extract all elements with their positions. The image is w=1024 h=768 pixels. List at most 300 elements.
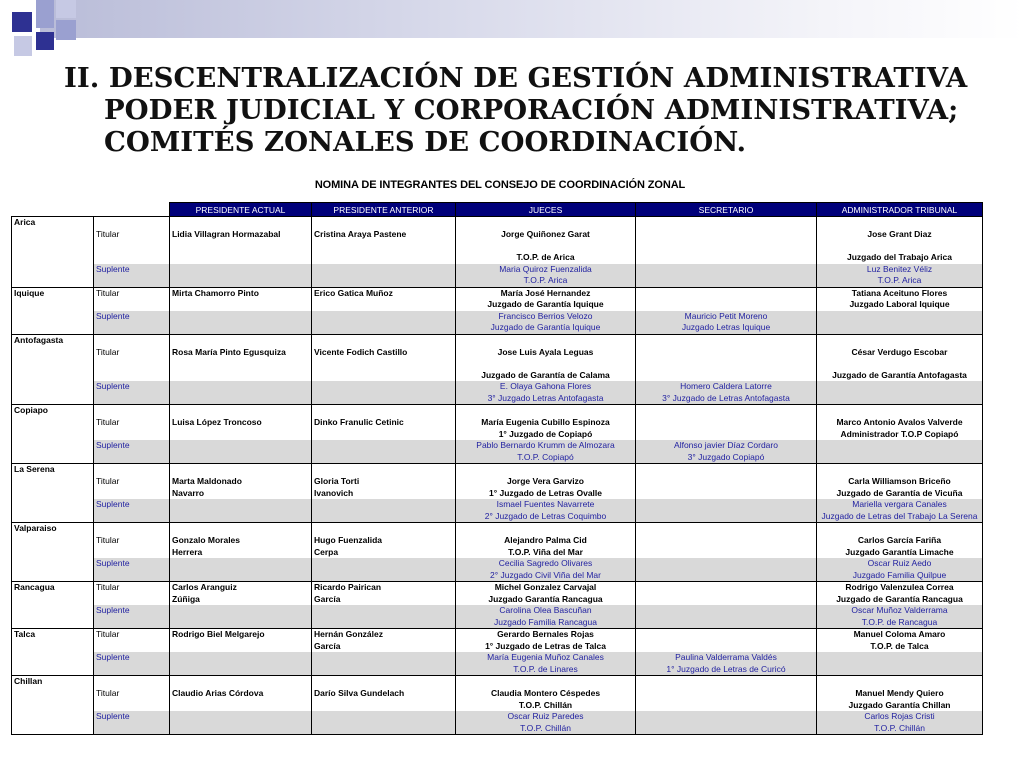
city-spacer: [12, 558, 94, 582]
cell-line: Jorge Quiñonez Garat: [501, 229, 590, 239]
suplente-jueces: [456, 264, 636, 288]
title-line-2: PODER JUDICIAL Y CORPORACIÓN ADMINISTRATIVA;: [104, 94, 959, 126]
cell-line: [458, 358, 633, 370]
suplente-row: [12, 558, 983, 582]
cell-line: Alejandro Palma Cid: [504, 535, 587, 545]
titular-presidente-actual: [170, 629, 312, 653]
cell-line: García: [314, 593, 341, 604]
zone-row-valparaiso: [12, 523, 983, 536]
titular-row: [12, 476, 983, 499]
cell-line: Carlos Aranguiz: [172, 582, 237, 592]
cell-line: 3° Juzgado de Letras Antofagasta: [662, 392, 790, 403]
header-administrador: ADMINISTRADOR TRIBUNAL: [817, 203, 983, 217]
cell-line: Gloria Torti: [314, 476, 360, 486]
suplente-presidente-anterior: [312, 499, 456, 523]
empty-cell: [817, 676, 983, 689]
suplente-jueces: [456, 711, 636, 735]
cell-line: [638, 535, 814, 547]
titular-presidente-anterior: [312, 417, 456, 440]
empty-cell: [456, 676, 636, 689]
empty-cell: [170, 676, 312, 689]
cell-line: Claudia Montero Céspedes: [490, 688, 601, 698]
cell-line: [638, 358, 814, 370]
header-jueces: JUECES: [456, 203, 636, 217]
empty-cell: [170, 523, 312, 536]
cell-line: Vicente Fodich Castillo: [314, 346, 408, 357]
suplente-jueces: [456, 605, 636, 629]
suplente-administrador: [817, 264, 983, 288]
titular-presidente-actual: [170, 535, 312, 558]
role-suplente: Suplente: [94, 711, 170, 735]
city-spacer: [12, 381, 94, 405]
cell-line: 1° Juzgado de Letras de Talca: [485, 640, 606, 651]
empty-cell: [817, 217, 983, 230]
zone-city: Rancagua: [12, 582, 94, 606]
titular-row: [12, 535, 983, 558]
cell-line: Mauricio Petit Moreno: [684, 310, 768, 321]
cell-line: María Eugenia Cubillo Espinoza: [481, 417, 610, 427]
zone-city: La Serena: [12, 464, 94, 477]
suplente-secretario: [636, 264, 817, 288]
zone-city: Iquique: [12, 287, 94, 311]
empty-cell: [312, 217, 456, 230]
suplente-presidente-actual: [170, 264, 312, 288]
cell-line: Cerpa: [314, 546, 339, 557]
zone-city: Valparaiso: [12, 523, 94, 536]
titular-secretario: [636, 287, 817, 311]
titular-jueces: [456, 582, 636, 606]
titular-administrador: [817, 688, 983, 711]
titular-presidente-anterior: [312, 629, 456, 653]
cell-line: [638, 229, 814, 241]
role-titular: Titular: [94, 688, 170, 711]
cell-line: Manuel Mendy Quiero: [855, 688, 944, 698]
role-suplente: Suplente: [94, 499, 170, 523]
table-caption: NOMINA DE INTEGRANTES DEL CONSEJO DE COORDINACIÓN ZONAL: [314, 179, 686, 191]
title-line-3: COMITÉS ZONALES DE COORDINACIÓN.: [104, 126, 747, 158]
cell-line: Herrera: [172, 546, 203, 557]
cell-line: Gonzalo Morales: [172, 535, 241, 545]
empty-cell: [456, 334, 636, 347]
titular-row: [12, 417, 983, 440]
city-spacer: [12, 229, 94, 264]
titular-presidente-anterior: [312, 229, 456, 264]
cell-line: Juzgado del Trabajo Arica: [846, 252, 953, 262]
cell-line: Juzgado de Garantía Rancagua: [836, 593, 963, 604]
titular-administrador: [817, 582, 983, 606]
cell-line: [638, 547, 814, 559]
cell-line: T.O.P. Chillán: [520, 722, 571, 733]
suplente-row: [12, 652, 983, 676]
cell-line: [638, 299, 814, 311]
cell-line: Jose Luis Ayala Leguas: [497, 346, 594, 357]
cell-line: [819, 393, 980, 405]
cell-line: [638, 264, 814, 276]
cell-line: Homero Caldera Latorre: [680, 381, 772, 391]
zone-city: Antofagasta: [12, 334, 94, 347]
cell-line: Paulina Valderrama Valdés: [675, 652, 777, 662]
zone-row-chillan: [12, 676, 983, 689]
cell-line: [314, 429, 453, 441]
titular-presidente-anterior: [312, 688, 456, 711]
cell-line: Ricardo Pairican: [314, 582, 382, 592]
city-spacer: [12, 605, 94, 629]
zone-city: Arica: [12, 217, 94, 230]
cell-line: [638, 511, 814, 523]
cell-line: [638, 605, 814, 617]
slide-title: [64, 62, 1014, 158]
titular-jueces: [456, 229, 636, 264]
role-suplente: Suplente: [94, 558, 170, 582]
cell-line: T.O.P. Arica: [523, 275, 568, 285]
cell-line: T.O.P. de Linares: [513, 663, 578, 674]
cell-line: [819, 358, 980, 370]
cell-line: Rodrigo Valenzulea Correa: [845, 582, 954, 592]
titular-presidente-actual: [170, 688, 312, 711]
titular-jueces: [456, 417, 636, 440]
suplente-presidente-actual: [170, 440, 312, 464]
titular-administrador: [817, 347, 983, 382]
cell-line: [819, 652, 980, 664]
cell-line: Marta Maldonado: [172, 476, 242, 486]
cell-line: Hugo Fuenzalida: [314, 535, 382, 545]
suplente-jueces: [456, 558, 636, 582]
cell-line: [638, 252, 814, 264]
cell-line: Francisco Berrios Velozo: [498, 310, 593, 321]
cell-line: García: [314, 640, 341, 651]
empty-cell: [312, 676, 456, 689]
empty-cell: [312, 464, 456, 477]
titular-presidente-actual: [170, 347, 312, 382]
cell-line: Carla Williamson Briceño: [848, 476, 951, 486]
suplente-presidente-actual: [170, 381, 312, 405]
deco-square-light-2: [56, 0, 76, 18]
cell-line: 3° Juzgado Copiapó: [687, 451, 765, 462]
suplente-row: [12, 264, 983, 288]
cell-line: [638, 711, 814, 723]
city-spacer: [12, 440, 94, 464]
cell-line: Rosa María Pinto Egusquiza: [172, 346, 286, 357]
cell-line: T.O.P. de Arica: [516, 252, 575, 262]
city-spacer: [12, 499, 94, 523]
role-titular: Titular: [94, 582, 170, 606]
empty-cell: [170, 334, 312, 347]
role-suplente: Suplente: [94, 440, 170, 464]
cell-line: Juzgado Familia Rancagua: [493, 616, 597, 627]
suplente-presidente-actual: [170, 711, 312, 735]
suplente-presidente-actual: [170, 652, 312, 676]
suplente-jueces: [456, 381, 636, 405]
header-empty-role: [94, 203, 170, 217]
titular-presidente-anterior: [312, 535, 456, 558]
cell-line: [172, 429, 309, 441]
role-titular: Titular: [94, 629, 170, 653]
suplente-jueces: [456, 499, 636, 523]
cell-line: [638, 275, 814, 287]
suplente-row: [12, 605, 983, 629]
suplente-presidente-actual: [170, 311, 312, 335]
suplente-row: [12, 499, 983, 523]
cell-line: [638, 688, 814, 700]
cell-line: Luz Benitez Véliz: [866, 263, 933, 274]
cell-line: [314, 358, 453, 370]
cell-line: Zúñiga: [172, 593, 200, 604]
cell-line: Erico Gatica Muñoz: [314, 287, 393, 298]
cell-line: [172, 299, 309, 311]
role-titular: Titular: [94, 535, 170, 558]
empty-cell: [456, 464, 636, 477]
titular-administrador: [817, 229, 983, 264]
zone-row-antofagasta: [12, 334, 983, 347]
titular-secretario: [636, 535, 817, 558]
cell-line: [819, 381, 980, 393]
cell-line: [819, 322, 980, 334]
empty-cell: [636, 676, 817, 689]
cell-line: Oscar Ruiz Aedo: [867, 558, 932, 568]
role-titular: Titular: [94, 229, 170, 264]
city-spacer: [12, 417, 94, 440]
header-presidente-actual: PRESIDENTE ACTUAL: [170, 203, 312, 217]
suplente-secretario: [636, 311, 817, 335]
cell-line: 1° Juzgado de Letras de Curicó: [666, 663, 786, 674]
empty-cell: [817, 334, 983, 347]
cell-line: [638, 570, 814, 582]
cell-line: Juzgado Laboral Iquique: [849, 299, 950, 309]
suplente-presidente-anterior: [312, 652, 456, 676]
suplente-administrador: [817, 311, 983, 335]
cell-line: [638, 617, 814, 629]
titular-administrador: [817, 287, 983, 311]
empty-cell: [636, 217, 817, 230]
city-spacer: [12, 311, 94, 335]
cell-line: Juzgado Garantía Rancagua: [488, 593, 603, 604]
cell-line: [638, 429, 814, 441]
cell-line: [638, 700, 814, 712]
cell-line: Mariella vergara Canales: [852, 499, 947, 509]
titular-presidente-actual: [170, 287, 312, 311]
empty-cell: [312, 523, 456, 536]
cell-line: Gerardo Bernales Rojas: [497, 629, 594, 639]
cell-line: Carolina Olea Bascuñan: [499, 605, 592, 615]
titular-row: [12, 582, 983, 606]
suplente-presidente-anterior: [312, 264, 456, 288]
cell-line: [819, 440, 980, 452]
cell-line: Manuel Coloma Amaro: [853, 629, 946, 639]
cell-line: Oscar Ruiz Paredes: [507, 711, 584, 721]
header-presidente-anterior: PRESIDENTE ANTERIOR: [312, 203, 456, 217]
cell-line: [172, 241, 309, 253]
title-line-1: II. DESCENTRALIZACIÓN DE GESTIÓN ADMINISTRATIVA: [64, 62, 968, 94]
suplente-row: [12, 711, 983, 735]
suplente-presidente-actual: [170, 605, 312, 629]
cell-line: [638, 288, 814, 300]
cell-line: Tatiana Aceituno Flores: [851, 287, 948, 298]
suplente-administrador: [817, 558, 983, 582]
suplente-presidente-anterior: [312, 311, 456, 335]
titular-secretario: [636, 229, 817, 264]
cell-line: Luisa López Troncoso: [172, 417, 262, 427]
cell-line: E. Olaya Gahona Flores: [499, 381, 592, 391]
titular-secretario: [636, 347, 817, 382]
cell-line: Juzgado de Garantía Antofagasta: [832, 369, 967, 380]
city-spacer: [12, 535, 94, 558]
cell-line: [314, 299, 453, 311]
cell-line: Juzgado Letras Iquique: [681, 322, 771, 332]
header-empty-city: [12, 203, 94, 217]
cell-line: Cristina Araya Pastene: [314, 229, 407, 239]
titular-row: [12, 629, 983, 653]
cell-line: Juzgado de Letras del Trabajo La Serena: [821, 510, 978, 521]
titular-presidente-actual: [170, 229, 312, 264]
cell-line: María Eugenia Muñoz Canales: [487, 652, 604, 662]
cell-line: 3° Juzgado Letras Antofagasta: [487, 392, 604, 403]
suplente-administrador: [817, 440, 983, 464]
titular-administrador: [817, 476, 983, 499]
titular-jueces: [456, 688, 636, 711]
zone-city: Chillan: [12, 676, 94, 689]
cell-line: Oscar Muñoz Valderrama: [851, 605, 948, 615]
empty-cell: [636, 523, 817, 536]
empty-cell: [456, 217, 636, 230]
cell-line: Michel Gonzalez Carvajal: [494, 582, 597, 592]
titular-presidente-actual: [170, 417, 312, 440]
role-titular: Titular: [94, 287, 170, 311]
cell-line: César Verdugo Escobar: [851, 346, 948, 357]
cell-line: Marco Antonio Avalos Valverde: [836, 417, 963, 427]
role-suplente: Suplente: [94, 264, 170, 288]
cell-line: Juzgado Garantía Chillan: [848, 699, 951, 710]
deco-square-dark-1: [12, 12, 32, 32]
titular-administrador: [817, 417, 983, 440]
empty-cell: [636, 334, 817, 347]
cell-line: T.O.P. de Talca: [870, 640, 929, 651]
cell-line: T.O.P. Arica: [877, 275, 922, 285]
cell-line: Juzgado de Garantía de Vicuña: [836, 487, 963, 498]
titular-presidente-anterior: [312, 347, 456, 382]
titular-row: [12, 229, 983, 264]
empty-cell: [456, 405, 636, 418]
zone-row-copiapo: [12, 405, 983, 418]
city-spacer: [12, 264, 94, 288]
empty-cell: [170, 217, 312, 230]
suplente-presidente-actual: [170, 558, 312, 582]
empty-cell: [170, 464, 312, 477]
role-suplente: Suplente: [94, 381, 170, 405]
cell-line: [819, 664, 980, 676]
titular-presidente-anterior: [312, 476, 456, 499]
suplente-administrador: [817, 499, 983, 523]
titular-row: [12, 287, 983, 311]
cell-line: Navarro: [172, 487, 205, 498]
empty-cell: [94, 217, 170, 230]
cell-line: Maria Quiroz Fuenzalida: [499, 263, 592, 274]
empty-cell: [94, 464, 170, 477]
suplente-secretario: [636, 711, 817, 735]
deco-square-light-4: [14, 36, 32, 56]
cell-line: [819, 452, 980, 464]
titular-jueces: [456, 347, 636, 382]
cell-line: Claudio Arias Córdova: [172, 688, 264, 698]
cell-line: Alfonso javier Díaz Cordaro: [674, 440, 778, 450]
cell-line: Mirta Chamorro Pinto: [172, 287, 259, 298]
cell-line: [638, 370, 814, 382]
cell-line: [172, 700, 309, 712]
city-spacer: [12, 688, 94, 711]
suplente-secretario: [636, 381, 817, 405]
cell-line: Administrador T.O.P Copiapó: [840, 428, 959, 439]
cell-line: [638, 594, 814, 606]
cell-line: Jorge Vera Garvizo: [506, 476, 584, 486]
header-secretario: SECRETARIO: [636, 203, 817, 217]
cell-line: [638, 488, 814, 500]
cell-line: Dinko Franulic Cetinic: [314, 417, 404, 427]
cell-line: Hernán González: [314, 629, 383, 639]
cell-line: [638, 723, 814, 735]
cell-line: [638, 417, 814, 429]
titular-secretario: [636, 582, 817, 606]
empty-cell: [312, 405, 456, 418]
members-table: [11, 202, 983, 735]
cell-line: Juzgado de Garantía de Calama: [481, 369, 610, 380]
cell-line: [638, 629, 814, 641]
titular-secretario: [636, 688, 817, 711]
titular-administrador: [817, 629, 983, 653]
suplente-presidente-anterior: [312, 711, 456, 735]
cell-line: [172, 358, 309, 370]
suplente-jueces: [456, 311, 636, 335]
titular-administrador: [817, 535, 983, 558]
suplente-jueces: [456, 440, 636, 464]
suplente-administrador: [817, 652, 983, 676]
cell-line: Cecilia Sagredo Olivares: [498, 558, 593, 568]
empty-cell: [456, 523, 636, 536]
deco-square-light-1: [36, 0, 54, 28]
cell-line: [638, 347, 814, 359]
empty-cell: [94, 405, 170, 418]
cell-line: Carlos García Fariña: [857, 535, 942, 545]
titular-presidente-actual: [170, 582, 312, 606]
cell-line: 1° Juzgado de Letras Ovalle: [489, 487, 602, 498]
cell-line: [172, 641, 309, 653]
empty-cell: [817, 464, 983, 477]
zone-row-arica: [12, 217, 983, 230]
cell-line: [458, 241, 633, 253]
zone-city: Talca: [12, 629, 94, 653]
empty-cell: [312, 334, 456, 347]
titular-presidente-anterior: [312, 582, 456, 606]
empty-cell: [636, 405, 817, 418]
suplente-presidente-anterior: [312, 440, 456, 464]
suplente-secretario: [636, 499, 817, 523]
titular-jueces: [456, 476, 636, 499]
cell-line: [314, 241, 453, 253]
cell-line: Juzgado Familia Quilpue: [852, 569, 947, 580]
cell-line: T.O.P. Copiapó: [517, 451, 574, 462]
deco-square-dark-2: [36, 32, 54, 50]
cell-line: [638, 641, 814, 653]
table-header: [12, 203, 983, 217]
titular-presidente-anterior: [312, 287, 456, 311]
titular-secretario: [636, 629, 817, 653]
cell-line: 2° Juzgado de Letras Coquimbo: [484, 510, 607, 521]
cell-line: [638, 241, 814, 253]
city-spacer: [12, 652, 94, 676]
cell-line: Lidia Villagran Hormazabal: [172, 229, 281, 239]
suplente-row: [12, 440, 983, 464]
cell-line: [638, 499, 814, 511]
table-body: [12, 217, 983, 735]
cell-line: T.O.P. Viña del Mar: [508, 546, 583, 557]
